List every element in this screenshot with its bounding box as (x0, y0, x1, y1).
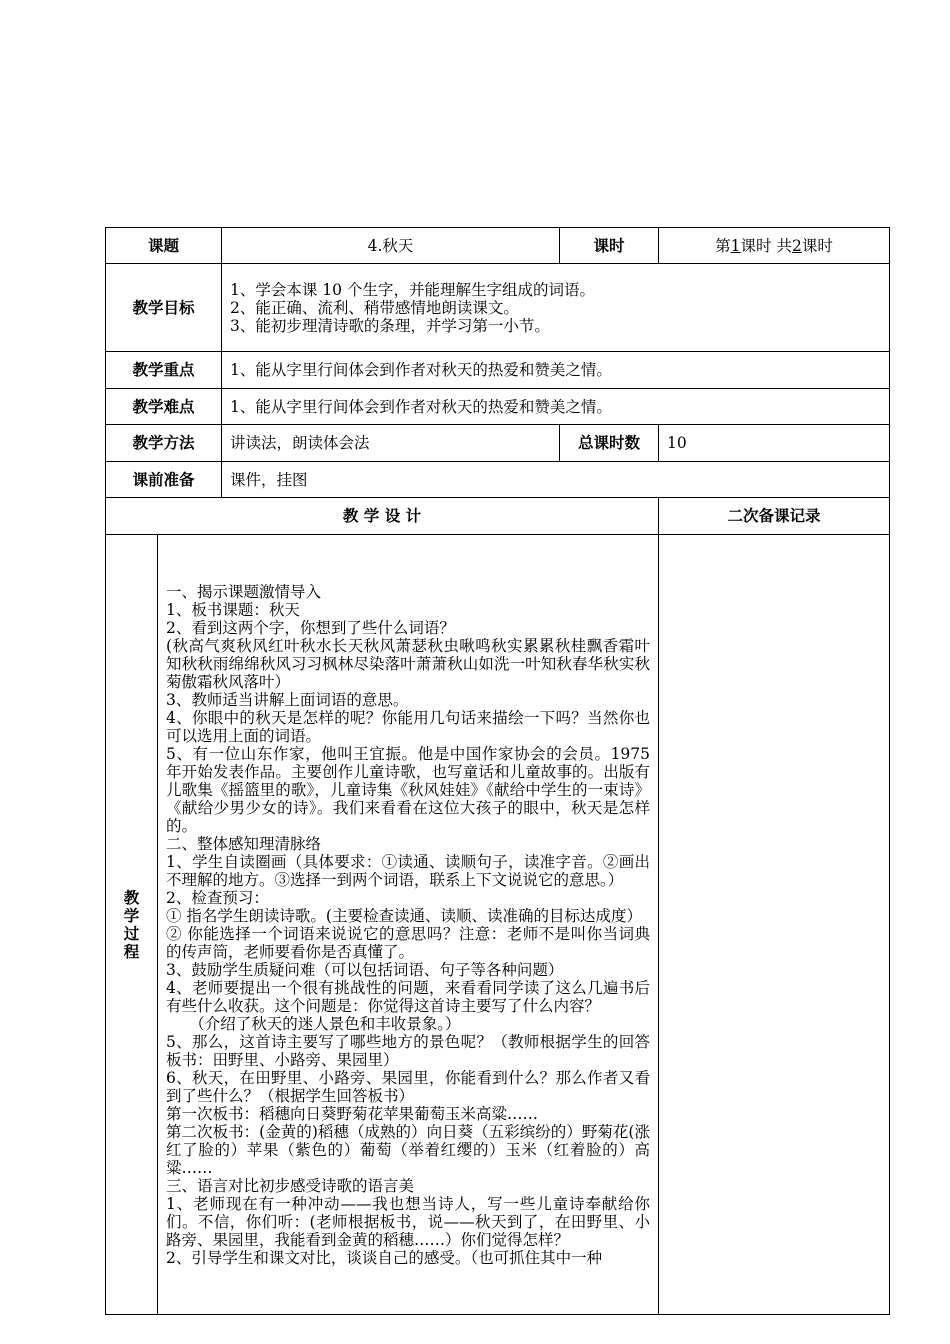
methods-label: 教学方法 (106, 425, 222, 462)
key-points-value: 1、能从字里行间体会到作者对秋天的热爱和赞美之情。 (222, 352, 890, 389)
process-line: 2、看到这两个字，你想到了些什么词语？ (166, 618, 455, 637)
process-line: ② 你能选择一个词语来说说它的意思吗？注意：老师不是叫你当词典的传声筒，老师要看你是否真懂了。 (166, 924, 651, 961)
goal-item: 1、学会本课 10 个生字，并能理解生字组成的词语。 (230, 280, 595, 299)
process-line: 一、揭示课题激情导入 (166, 582, 322, 601)
process-line: 3、鼓励学生质疑问难（可以包括词语、句子等各种问题） (166, 960, 564, 979)
process-lines (166, 583, 650, 1267)
notes-cell (659, 535, 890, 1315)
notes-header: 二次备课记录 (659, 498, 890, 535)
difficulties-value: 1、能从字里行间体会到作者对秋天的热爱和赞美之情。 (222, 389, 890, 425)
total-periods-label: 总课时数 (560, 425, 659, 462)
process-line: 4、老师要提出一个很有挑战性的问题，来看看同学读了这么几遍书后有些什么收获。这个问题是：你觉得这首诗主要写了什么内容？ (166, 978, 651, 1015)
process-line: 1、学生自读圈画（具体要求：①读通、读顺句子，读准字音。②画出不理解的地方。③选择一到两个词语，联系上下文说说它的意思。） (166, 852, 651, 889)
period-label: 课时 (560, 228, 659, 264)
process-line: 5、那么，这首诗主要写了哪些地方的景色呢？（教师根据学生的回答板书：田野里、小路旁、果园里） (166, 1032, 651, 1069)
process-line: 1、板书课题：秋天 (166, 600, 300, 619)
total-periods-value: 10 (659, 425, 890, 462)
period-prefix: 第 (715, 236, 731, 255)
preparation-value: 课件，挂图 (222, 462, 890, 498)
process-label-char: 过 (123, 924, 140, 943)
topic-value: 4.秋天 (222, 228, 560, 264)
goal-item: 3、能初步理清诗歌的条理，并学习第一小节。 (230, 316, 550, 335)
process-line: 1、老师现在有一种冲动——我也想当诗人，写一些儿童诗奉献给你们。不信，你们听：(老师根据板书，说——秋天到了，在田野里、小路旁、果园里，我能看到金黄的稻穗……）你们觉得怎样？ (166, 1194, 651, 1249)
topic-label: 课题 (106, 228, 222, 264)
key-points-label: 教学重点 (106, 352, 222, 389)
preparation-label: 课前准备 (106, 462, 222, 498)
process-label (106, 535, 158, 1315)
process-line: ① 指名学生朗读诗歌。(主要检查读通、读顺、读准确的目标达成度） (166, 906, 642, 925)
period-suffix: 课时 (801, 236, 833, 255)
methods-value: 讲读法，朗读体会法 (222, 425, 560, 462)
difficulties-label: 教学难点 (106, 389, 222, 425)
lesson-plan-table (105, 227, 890, 1315)
goals-list (222, 264, 890, 352)
process-line: （介绍了秋天的迷人景色和丰收景象。） (189, 1014, 461, 1033)
process-line: 3、教师适当讲解上面词语的意思。 (166, 690, 409, 709)
process-line: 4、你眼中的秋天是怎样的呢？你能用几句话来描绘一下吗？当然你也可以选用上面的词语。 (166, 708, 651, 745)
process-line: 5、有一位山东作家，他叫王宜振。他是中国作家协会的会员。1975 年开始发表作品。主要创作儿童诗歌，也写童话和儿童故事的。出版有儿歌集《摇篮里的歌》，儿童诗集《秋风娃娃》《献给中学生的一束诗》《献给少男少女的诗》。我们来看看在这位大孩子的眼中，秋天是怎样的。 (166, 744, 651, 835)
goal-item: 2、能正确、流利、稍带感情地朗读课文。 (230, 298, 519, 317)
process-content (158, 535, 659, 1315)
process-line: 二、整体感知理清脉络 (166, 834, 322, 853)
process-label-char: 学 (123, 906, 140, 925)
process-line: 2、检查预习： (166, 888, 269, 907)
period-mid: 课时 共 (740, 236, 792, 255)
process-line: 三、语言对比初步感受诗歌的语言美 (166, 1176, 415, 1195)
process-line: 2、引导学生和课文对比，谈谈自己的感受。（也可抓住其中一种 (166, 1248, 603, 1267)
process-line: 第一次板书：稻穗向日葵野菊花苹果葡萄玉米高粱…… (166, 1104, 539, 1123)
period-value (659, 228, 890, 264)
process-label-char: 教 (123, 888, 140, 907)
process-line: (秋高气爽秋风红叶秋水长天秋风萧瑟秋虫啾鸣秋实累累秋桂飘香霜叶知秋秋雨绵绵秋风习习枫林尽染落叶萧萧秋山如洗一叶知秋春华秋实秋菊傲霜秋风落叶） (166, 636, 651, 691)
process-line: 第二次板书：(金黄的)稻穗（成熟的）向日葵（五彩缤纷的）野菊花(涨红了脸的）苹果（紫色的）葡萄（举着红缨的）玉米（红着脸的）高粱…… (166, 1122, 651, 1177)
period-total: 2 (791, 236, 802, 255)
period-current: 1 (730, 236, 741, 255)
design-header: 教 学 设 计 (106, 498, 659, 535)
process-label-char: 程 (123, 942, 140, 961)
process-line: 6、秋天，在田野里、小路旁、果园里，你能看到什么？那么作者又看到了些什么？（根据学生回答板书） (166, 1068, 651, 1105)
goals-label: 教学目标 (106, 264, 222, 352)
